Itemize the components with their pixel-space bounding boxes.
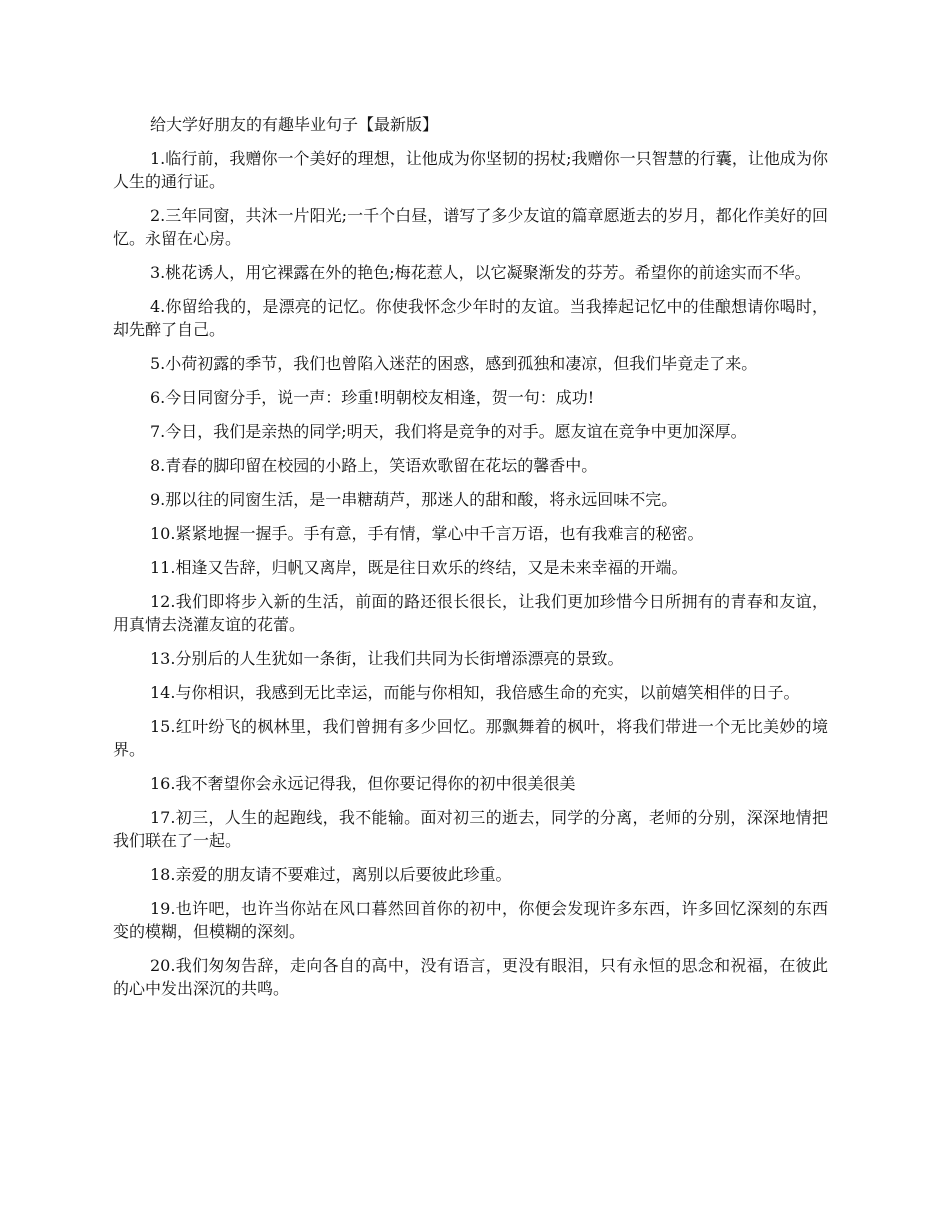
item-number: 5. bbox=[150, 354, 166, 373]
item-text: 我们匆匆告辞，走向各自的高中，没有语言，更没有眼泪，只有永恒的思念和祝福，在彼此的心中发出深沉的共鸣。 bbox=[113, 956, 828, 998]
list-item bbox=[113, 863, 828, 886]
item-number: 15. bbox=[150, 717, 176, 736]
item-number: 9. bbox=[150, 490, 166, 509]
list-item bbox=[113, 715, 828, 761]
item-number: 10. bbox=[150, 524, 176, 543]
list-item bbox=[113, 522, 828, 545]
item-text: 今日，我们是亲热的同学;明天，我们将是竞争的对手。愿友谊在竞争中更加深厚。 bbox=[165, 422, 747, 441]
list-item bbox=[113, 954, 828, 1000]
item-text: 小荷初露的季节，我们也曾陷入迷茫的困惑，感到孤独和凄凉，但我们毕竟走了来。 bbox=[165, 354, 758, 373]
item-text: 初三，人生的起跑线，我不能输。面对初三的逝去，同学的分离，老师的分别，深深地情把我们联在了一起。 bbox=[113, 808, 828, 850]
list-item bbox=[113, 295, 828, 341]
list-item bbox=[113, 556, 828, 579]
item-number: 19. bbox=[150, 899, 176, 918]
list-item bbox=[113, 147, 828, 193]
item-number: 1. bbox=[150, 149, 166, 168]
item-text: 相逢又告辞，归帆又离岸，既是往日欢乐的终结，又是未来幸福的开端。 bbox=[175, 558, 688, 577]
list-item bbox=[113, 352, 828, 375]
list-item bbox=[113, 897, 828, 943]
document-title: 给大学好朋友的有趣毕业句子【最新版】 bbox=[150, 115, 439, 134]
item-number: 16. bbox=[150, 774, 176, 793]
item-number: 4. bbox=[150, 297, 166, 316]
item-number: 7. bbox=[150, 422, 166, 441]
item-number: 2. bbox=[150, 206, 166, 225]
item-number: 20. bbox=[150, 956, 176, 975]
list-item bbox=[113, 806, 828, 852]
item-number: 17. bbox=[150, 808, 176, 827]
item-number: 18. bbox=[150, 865, 176, 884]
list-item bbox=[113, 420, 828, 443]
item-text: 也许吧，也许当你站在风口暮然回首你的初中，你便会发现许多东西，许多回忆深刻的东西变的模糊，但模糊的深刻。 bbox=[113, 899, 828, 941]
list-item bbox=[113, 386, 828, 409]
item-number: 6. bbox=[150, 388, 166, 407]
item-text: 三年同窗，共沐一片阳光;一千个白昼，谱写了多少友谊的篇章愿逝去的岁月，都化作美好的回忆。永留在心房。 bbox=[113, 206, 828, 248]
item-text: 我们即将步入新的生活，前面的路还很长很长，让我们更加珍惜今日所拥有的青春和友谊，用真情去浇灌友谊的花蕾。 bbox=[113, 592, 828, 634]
item-number: 12. bbox=[150, 592, 176, 611]
item-number: 13. bbox=[150, 649, 176, 668]
item-number: 3. bbox=[150, 263, 166, 282]
item-number: 8. bbox=[150, 456, 166, 475]
item-text: 与你相识，我感到无比幸运，而能与你相知，我倍感生命的充实，以前嬉笑相伴的日子。 bbox=[175, 683, 800, 702]
item-number: 14. bbox=[150, 683, 176, 702]
item-text: 我不奢望你会永远记得我，但你要记得你的初中很美很美 bbox=[175, 774, 576, 793]
list-item bbox=[113, 590, 828, 636]
document-body bbox=[113, 113, 828, 1011]
item-text: 红叶纷飞的枫林里，我们曾拥有多少回忆。那飘舞着的枫叶，将我们带进一个无比美妙的境界。 bbox=[113, 717, 828, 759]
list-item bbox=[113, 772, 828, 795]
item-text: 青春的脚印留在校园的小路上，笑语欢歌留在花坛的馨香中。 bbox=[165, 456, 598, 475]
item-text: 那以往的同窗生活，是一串糖葫芦，那迷人的甜和酸，将永远回味不完。 bbox=[165, 490, 678, 509]
list-item bbox=[113, 454, 828, 477]
item-text: 今日同窗分手，说一声：珍重!明朝校友相逢，贺一句：成功! bbox=[165, 388, 595, 407]
item-text: 亲爱的朋友请不要难过，离别以后要彼此珍重。 bbox=[175, 865, 512, 884]
item-text: 临行前，我赠你一个美好的理想，让他成为你坚韧的拐杖;我赠你一只智慧的行囊，让他成为你人生的通行证。 bbox=[113, 149, 828, 191]
list-item bbox=[113, 681, 828, 704]
list-item bbox=[113, 488, 828, 511]
list-item bbox=[113, 204, 828, 250]
item-number: 11. bbox=[150, 558, 176, 577]
item-text: 紧紧地握一握手。手有意，手有情，掌心中千言万语，也有我难言的秘密。 bbox=[175, 524, 704, 543]
list-item bbox=[113, 261, 828, 284]
item-text: 你留给我的，是漂亮的记忆。你使我怀念少年时的友谊。当我捧起记忆中的佳酿想请你喝时，却先醉了自己。 bbox=[113, 297, 828, 339]
list-item bbox=[113, 647, 828, 670]
item-text: 桃花诱人，用它裸露在外的艳色;梅花惹人，以它凝聚渐发的芬芳。希望你的前途实而不华。 bbox=[165, 263, 811, 282]
item-text: 分别后的人生犹如一条街，让我们共同为长街增添漂亮的景致。 bbox=[175, 649, 624, 668]
